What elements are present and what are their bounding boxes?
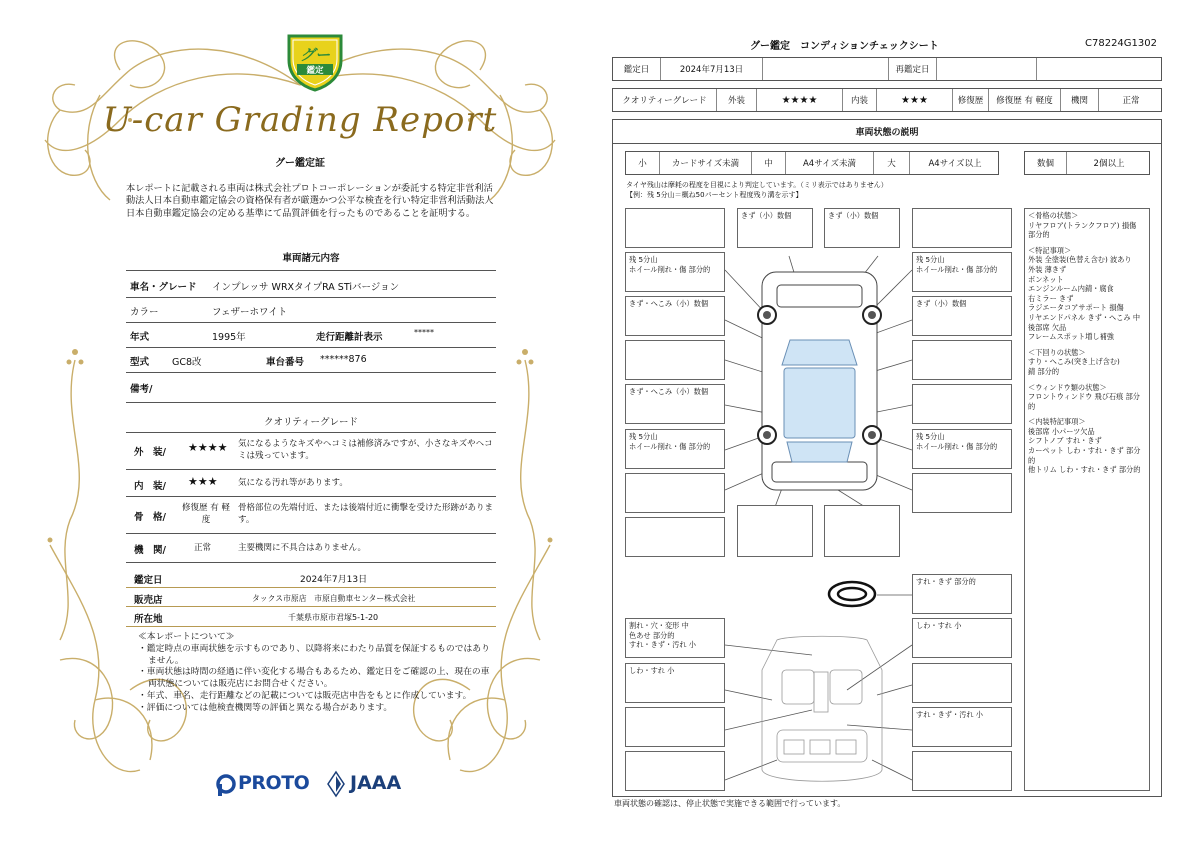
legend-line: フロントウィンドウ 飛び石痕 部分的	[1028, 392, 1140, 411]
goo-appraisal-badge-icon	[285, 30, 345, 92]
engine-value: 正常	[194, 543, 212, 553]
sheet-footer: 車両状態の確認は、停止状態で実施できる範囲で行っています。	[614, 799, 846, 808]
address-label: 所在地	[134, 614, 163, 625]
interior-box-l4	[625, 751, 725, 791]
diagram-box-l2: 残 5分山 ホイール削れ・傷 部分的	[625, 252, 725, 292]
date-row	[612, 57, 1162, 81]
quality-row	[612, 88, 1162, 112]
interior-box-r4	[912, 751, 1012, 791]
jaaa-logo-text: JAAA	[350, 772, 402, 794]
divider	[126, 562, 496, 563]
shop-label: 販売店	[134, 595, 163, 606]
interior-box-r1: しわ・すれ 小	[912, 618, 1012, 658]
notes-title: ≪本レポートについて≫	[138, 632, 235, 642]
repair-value: 修復歴 有 軽度	[989, 89, 1061, 111]
condition-heading: 車両状態の説明	[855, 128, 919, 138]
quality-label: クオリティーグレード	[613, 89, 717, 111]
interior-box-r2	[912, 663, 1012, 703]
interior-box-l3	[625, 707, 725, 747]
legend-line: リヤフロア(トランクフロア) 損傷	[1028, 220, 1137, 230]
exterior-comment: 気になるようなキズやヘコミは補修済みですが、小さなキズやヘコミは残っています。	[238, 439, 493, 461]
size-large-desc: A4サイズ以上	[928, 159, 982, 169]
frame-label: 骨 格/	[134, 512, 166, 523]
legend-line: ＜内装特記事項＞	[1028, 417, 1086, 427]
legend-line: ラジエータコアサポート 損傷	[1028, 303, 1124, 313]
interior-label: 内 装/	[134, 481, 166, 492]
special-notes-panel	[1024, 208, 1150, 791]
divider	[126, 587, 496, 588]
engine-label: 機 関/	[134, 545, 166, 556]
legend-line: 他トリム しわ・すれ・きず 部分的	[1028, 465, 1141, 475]
model-label: 型式	[130, 357, 150, 368]
certificate-title: グー鑑定証	[275, 158, 325, 169]
sheet-title: グー鑑定 コンディションチェックシート	[750, 41, 939, 52]
spec-heading: 車両諸元内容	[282, 253, 340, 264]
condition-check-sheet	[600, 0, 1200, 848]
divider	[126, 626, 496, 627]
script-title: U-car Grading Report	[102, 100, 498, 140]
diagram-box-r4	[912, 340, 1012, 380]
remarks-label: 備考/	[130, 384, 153, 395]
note-item: ・車両状態は時間の経過に伴い変化する場合もあるため、鑑定日をご確認の上、現在の車両状態については販売店にお問合せください。	[138, 667, 490, 690]
divider	[126, 533, 496, 534]
engine-comment: 主要機関に不具合はありません。	[238, 543, 367, 553]
note-item: ・鑑定時点の車両状態を示すものであり、以降将来にわたり品質を保証するものではありません。	[138, 643, 490, 666]
interior-box-l2: しわ・すれ 小	[625, 663, 725, 703]
legend-line: 部分的	[1028, 230, 1050, 240]
reinspect-empty	[1037, 58, 1163, 80]
legend-line: 後部席 小パーツ欠品	[1028, 426, 1095, 436]
mileage-value: *****	[414, 328, 434, 337]
diagram-box-l1	[625, 208, 725, 248]
diagram-box-tm1: きず（小）数個	[737, 208, 813, 248]
color-value: フェザーホワイト	[212, 307, 288, 318]
divider	[126, 469, 496, 470]
legend-line: すり・へこみ(突き上げ含む)	[1028, 357, 1120, 367]
diagram-box-r5	[912, 384, 1012, 424]
report-notes	[138, 632, 498, 715]
size-mid-desc: A4サイズ未満	[786, 152, 874, 174]
divider	[126, 402, 496, 403]
diagram-box-r6: 残 5分山 ホイール削れ・傷 部分的	[912, 429, 1012, 469]
count-label: 数個	[1025, 152, 1067, 174]
legend-line: エンジンルーム内錆・腐食	[1028, 284, 1114, 294]
quality-heading: クオリティーグレード	[263, 417, 359, 428]
diagram-box-bm1	[737, 505, 813, 557]
mileage-label: 走行距離計表示	[316, 332, 383, 343]
divider	[126, 347, 496, 348]
year-label: 年式	[130, 332, 150, 343]
steering-box: すれ・きず 部分的	[912, 574, 1012, 614]
interior-stars: ★★★	[877, 89, 953, 111]
diagram-box-r2: 残 5分山 ホイール削れ・傷 部分的	[912, 252, 1012, 292]
certificate-intro: 本レポートに記載される車両は株式会社プロトコーポレーションが委託する特定非営利活動法人日本自動車鑑定協会の資格保有者が厳選かつ公平な検査を行い特定非営利活動法人日本自動車鑑定協会の定める基準にて品質評価を行ったものであることを証明する。	[126, 183, 494, 219]
interior-box-r3: すれ・きず・汚れ 小	[912, 707, 1012, 747]
shop-value: タックス市原店 市原自動車センター株式会社	[252, 594, 416, 603]
diagram-box-r1	[912, 208, 1012, 248]
legend-line: 後部席 欠品	[1028, 322, 1067, 332]
legend-line: ＜下回りの状態＞	[1028, 347, 1086, 357]
proto-logo-icon	[216, 774, 236, 796]
engine-value: 正常	[1122, 96, 1140, 106]
car-name-value: インプレッサ WRXタイプRA STiバージョン	[212, 282, 400, 293]
diagram-box-l4	[625, 340, 725, 380]
legend-line: ＜特記事項＞	[1028, 245, 1072, 255]
sheet-id: C78224G1302	[1085, 38, 1157, 49]
count-legend	[1024, 151, 1150, 175]
jaaa-logo-icon	[326, 770, 346, 798]
diagram-box-l5: きず・へこみ（小）数個	[625, 384, 725, 424]
legend-line: 外装 全塗装(色替え含む) 波あり	[1028, 255, 1132, 265]
diagram-box-l7	[625, 473, 725, 513]
proto-logo-text: PROTO	[238, 772, 310, 794]
date-value: 2024年7月13日	[300, 575, 368, 585]
car-name-label: 車名・グレード	[130, 282, 197, 293]
tire-note-1: タイヤ残山は摩耗の程度を目視により判定しています。（ミリ表示ではありません）	[626, 181, 888, 189]
divider	[126, 496, 496, 497]
color-label: カラー	[130, 307, 159, 318]
interior-comment: 気になる汚れ等があります。	[238, 478, 348, 488]
chassis-value: ******876	[320, 354, 367, 365]
divider	[126, 297, 496, 298]
legend-line: ボンネット	[1028, 274, 1064, 284]
tire-note-2: 【例：残 5分山＝概ね50パーセント程度残り溝を示す】	[626, 191, 803, 199]
divider	[126, 372, 496, 373]
note-item: ・評価については他検査機関等の評価と異なる場合があります。	[138, 702, 393, 713]
legend-line: リヤエンドパネル きず・へこみ 中	[1028, 312, 1141, 322]
repair-label: 修復歴	[953, 89, 989, 111]
note-item: ・年式、車名、走行距離などの記載については販売店申告をもとに作成しています。	[138, 690, 472, 701]
divider	[612, 143, 1162, 144]
address-value: 千葉県市原市君塚5-1-20	[288, 613, 379, 622]
exterior-stars: ★★★★	[757, 89, 843, 111]
diagram-box-l3: きず・へこみ（小）数個	[625, 296, 725, 336]
size-legend	[625, 151, 999, 175]
legend-line: 右ミラー きず	[1028, 293, 1074, 303]
size-small-desc: カードサイズ未満	[660, 152, 752, 174]
divider	[126, 606, 496, 607]
exterior-label: 外装	[717, 89, 757, 111]
interior-label: 内装	[843, 89, 877, 111]
engine-label: 機関	[1061, 89, 1099, 111]
date-value: 2024年7月13日	[661, 58, 763, 80]
date-empty	[763, 58, 889, 80]
svg-text:鑑定: 鑑定	[306, 66, 324, 76]
size-large: 大	[874, 152, 910, 174]
frame-comment: 骨格部位の先端付近、または後端付近に衝撃を受けた形跡があります。	[238, 503, 494, 525]
diagram-box-l6: 残 5分山 ホイール削れ・傷 部分的	[625, 429, 725, 469]
date-label: 鑑定日	[134, 575, 163, 586]
count-desc: 2個以上	[1093, 159, 1125, 169]
chassis-label: 車台番号	[266, 357, 305, 368]
diagram-box-bm2	[824, 505, 900, 557]
divider	[126, 270, 496, 271]
size-small: 小	[626, 152, 660, 174]
exterior-label: 外 装/	[134, 447, 166, 458]
interior-stars: ★★★	[188, 475, 218, 488]
divider	[126, 322, 496, 323]
legend-line: フレームスポット増し補強	[1028, 332, 1114, 342]
diagram-box-r7	[912, 473, 1012, 513]
legend-line: ＜ウィンドウ類の状態＞	[1028, 382, 1107, 392]
legend-line: シフトノブ すれ・きず	[1028, 436, 1102, 446]
model-value: GC8改	[172, 357, 202, 368]
legend-line: ＜骨格の状態＞	[1028, 211, 1079, 220]
steering-wheel-icon	[829, 582, 875, 606]
diagram-box-tm2: きず（小）数個	[824, 208, 900, 248]
diagram-box-r3: きず（小）数個	[912, 296, 1012, 336]
legend-line: カーペット しわ・すれ・きず 部分的	[1028, 446, 1141, 465]
diagram-box-l8	[625, 517, 725, 557]
interior-box-l1: 割れ・穴・変形 中 色あせ 部分的 すれ・きず・汚れ 小	[625, 618, 725, 658]
year-value: 1995年	[212, 332, 246, 343]
exterior-stars: ★★★★	[188, 441, 228, 454]
reinspect-label: 再鑑定日	[889, 58, 937, 80]
reinspect-value	[937, 58, 1037, 80]
frame-value: 修復歴 有 軽度	[182, 503, 230, 525]
date-label: 鑑定日	[613, 58, 661, 80]
size-mid: 中	[752, 152, 786, 174]
legend-line: 外装 薄きず	[1028, 264, 1067, 274]
divider	[126, 432, 496, 433]
legend-line: 錆 部分的	[1028, 366, 1060, 376]
svg-text:グー: グー	[299, 46, 331, 64]
